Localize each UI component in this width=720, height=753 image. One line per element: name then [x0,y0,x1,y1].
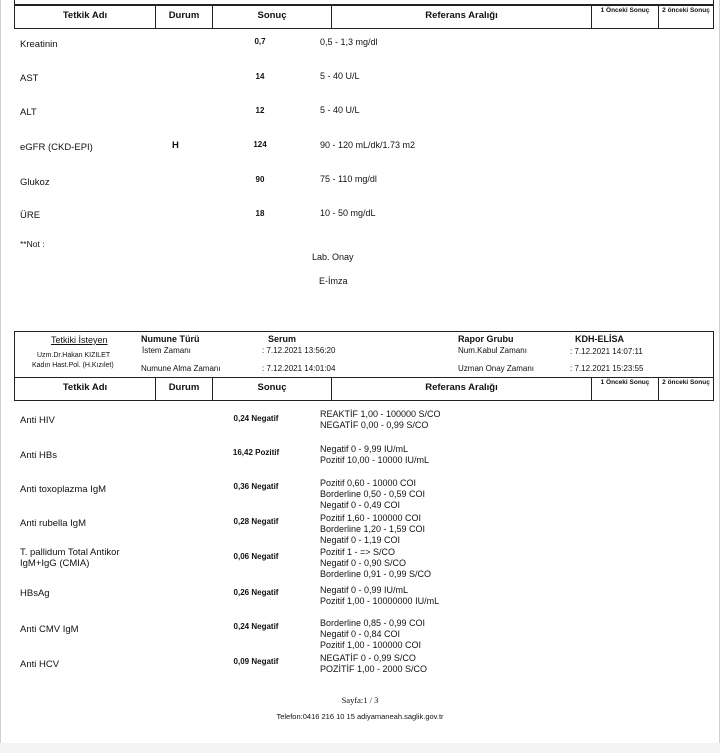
page-frame-left [0,0,1,743]
test-value: 16,42 Pozitif [232,448,280,457]
sample-time-value: : 7.12.2021 14:01:04 [262,364,336,373]
requester-unit: Kadın Hast.Pol. (H.Kızılet) [32,362,114,369]
test-value: 0,28 Negatif [233,517,279,526]
request-time-value: : 7.12.2021 13:56:20 [262,346,336,355]
sample-time-label: Numune Alma Zamanı [141,364,221,373]
test-value: 0,24 Negatif [233,414,279,423]
test-reference: REAKTİF 1,00 - 100000 S/CO NEGATİF 0,00 - 0,99 S/CO [320,409,441,430]
test-name: ÜRE [20,210,41,221]
test-value: 0,36 Negatif [233,482,279,491]
e-signature-label: E-İmza [319,276,348,286]
col-name-header: Tetkik Adı [15,378,156,400]
col-status-header: Durum [156,378,213,400]
test-name: Anti rubella IgM [20,518,87,529]
test-reference: 75 - 110 mg/dl [320,174,377,184]
test-reference: Pozitif 0,60 - 10000 COI Borderline 0,50 - 0,59 COI Negatif 0 - 0,49 COI [320,478,426,510]
section2-header-row [14,377,714,401]
test-reference: Pozitif 1,60 - 100000 COI Borderline 1,20 - 1,59 COI Negatif 0 - 1,19 COI [320,513,426,545]
test-name: ALT [20,107,37,118]
col-status-header: Durum [156,6,213,28]
test-name: eGFR (CKD-EPI) [20,142,93,153]
sample-type-value: Serum [268,334,297,344]
lab-approval-label: Lab. Onay [312,252,354,262]
test-value: 124 [253,140,267,149]
test-reference: Negatif 0 - 9,99 IU/mL Pozitif 10,00 - 10000 IU/mL [320,444,430,465]
page-bottom-band [0,743,720,753]
test-name: Anti HCV [20,659,60,670]
col-reference-header: Referans Aralığı [332,378,592,400]
test-name: Anti toxoplazma IgM [20,484,107,495]
requester-name: Uzm.Dr.Hakan KIZILET [37,352,111,359]
request-time-label: İstem Zamanı [142,346,191,355]
sample-type-label: Numune Türü [141,334,200,344]
test-reference: Negatif 0 - 0,99 IU/mL Pozitif 1,00 - 10000000 IU/mL [320,585,440,606]
test-reference: 5 - 40 U/L [320,105,360,115]
report-group-value: KDH-ELİSA [575,334,624,344]
report-group-label: Rapor Grubu [458,334,514,344]
test-name: HBsAg [20,588,50,599]
section1-header-row [14,5,714,29]
col-prev1-header: 1 Önceki Sonuç [592,378,659,400]
approve-time-value: : 7.12.2021 15:23:55 [570,364,644,373]
col-reference-header: Referans Aralığı [332,6,592,28]
col-result-header: Sonuç [213,6,332,28]
test-name: T. pallidum Total Antikor IgM+IgG (CMIA) [20,547,120,569]
test-value: 0,06 Negatif [233,552,279,561]
test-reference: 0,5 - 1,3 mg/dl [320,37,378,47]
col-name-header: Tetkik Adı [15,6,156,28]
approve-time-label: Uzman Onay Zamanı [458,364,535,373]
test-value: 0,24 Negatif [233,622,279,631]
test-name: Kreatinin [20,39,58,50]
accept-time-value: : 7.12.2021 14:07:11 [570,347,643,356]
test-name: Anti HIV [20,415,55,426]
requester-label: Tetkiki İsteyen [51,335,108,345]
col-result-header: Sonuç [213,378,332,400]
test-name: Anti HBs [20,450,57,461]
test-value: 14 [255,72,265,81]
col-prev2-header: 2 önceki Sonuç [662,379,710,386]
test-value: 90 [255,175,265,184]
test-reference: 5 - 40 U/L [320,71,360,81]
col-prev2-header: 2 önceki Sonuç [662,7,710,14]
test-reference: NEGATİF 0 - 0,99 S/CO POZİTİF 1,00 - 2000 S/CO [320,653,428,674]
test-value: 0,26 Negatif [233,588,279,597]
test-reference: 10 - 50 mg/dL [320,208,376,218]
abnormal-flag: H [172,140,179,151]
test-name: AST [20,73,39,84]
page-number: Sayfa:1 / 3 [341,695,379,705]
test-reference: Pozitif 1 - => S/CO Negatif 0 - 0,90 S/CO Borderline 0,91 - 0,99 S/CO [320,547,432,579]
note-label: **Not : [20,239,45,249]
col-prev1-header: 1 Önceki Sonuç [592,6,659,28]
test-name: Anti CMV IgM [20,624,79,635]
test-value: 0,09 Negatif [233,657,279,666]
test-value: 18 [255,209,265,218]
test-value: 12 [255,106,265,115]
test-value: 0,7 [254,37,266,46]
contact-info: Telefon:0416 216 10 15 adiyamaneah.saglik.gov.tr [276,712,444,721]
test-reference: 90 - 120 mL/dk/1.73 m2 [320,140,416,150]
accept-time-label: Num.Kabul Zamanı [458,346,527,355]
test-reference: Borderline 0,85 - 0,99 COI Negatif 0 - 0,84 COI Pozitif 1,00 - 100000 COI [320,618,426,650]
test-name: Glukoz [20,177,50,188]
